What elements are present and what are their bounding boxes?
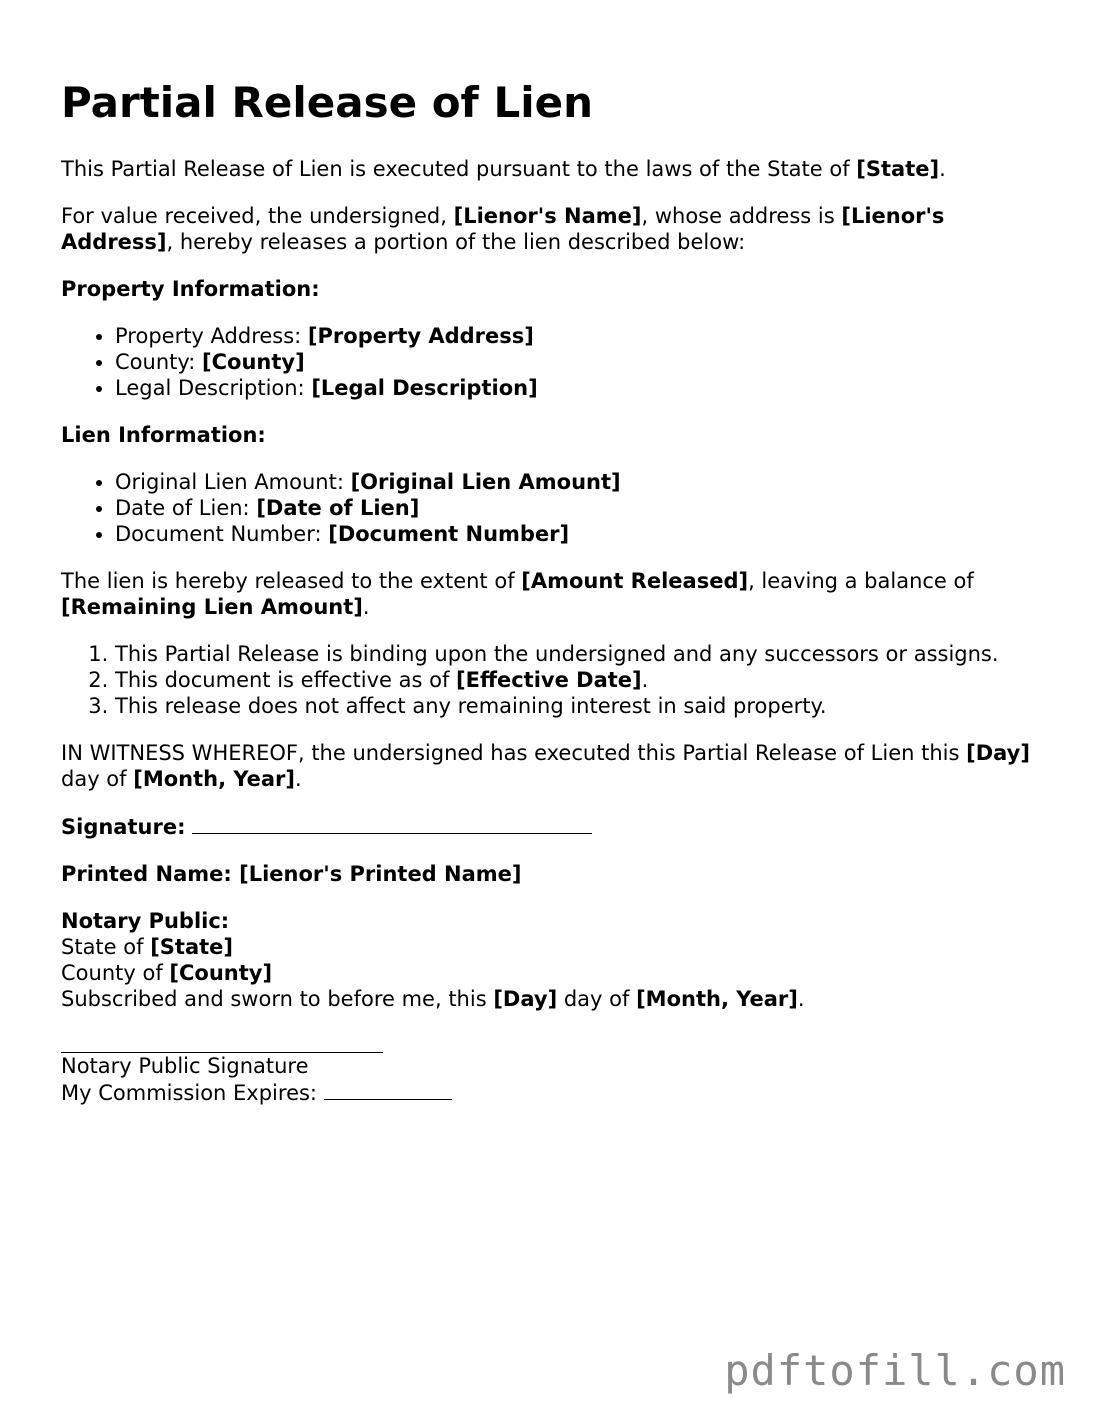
witness-month-year-placeholder: [Month, Year] [133,767,296,791]
list-item [115,323,1041,349]
witness-text-1: IN WITNESS WHEREOF, the undersigned has executed this Partial Release of Lien this [61,741,967,765]
sworn-day-placeholder: [Day] [493,987,558,1011]
legal-description-label: Legal Description: [115,376,312,400]
sworn-text-2: day of [557,987,637,1011]
witness-text-2: day of [61,767,134,791]
commission-label: My Commission Expires: [61,1081,324,1105]
sworn-text-1: Subscribed and sworn to before me, this [61,987,494,1011]
notary-county-placeholder: [County] [169,961,273,985]
terms-list [61,641,1041,719]
original-amount-placeholder: [Original Lien Amount] [350,470,621,494]
lienor-name-placeholder: [Lienor's Name] [453,204,642,228]
intro-text: This Partial Release of Lien is executed pursuant to the laws of the State of [61,157,857,181]
list-item [115,495,1041,521]
original-amount-label: Original Lien Amount: [115,470,351,494]
county-label: County: [115,350,203,374]
printed-name-line [61,861,1041,887]
sworn-month-year-placeholder: [Month, Year] [636,987,798,1011]
release-paragraph [61,568,1041,620]
lien-list [61,469,1041,547]
signature-line [61,813,1041,840]
list-item [115,667,1041,693]
list-item [115,521,1041,547]
property-address-placeholder: [Property Address] [307,324,534,348]
notary-state-line [61,934,1041,960]
county-placeholder: [County] [202,350,305,374]
release-text-2: , leaving a balance of [748,569,974,593]
value-text-1: For value received, the undersigned, [61,204,454,228]
list-item [115,469,1041,495]
value-text-3: , hereby releases a portion of the lien described below: [166,230,746,254]
list-item [115,349,1041,375]
watermark-text: pdftofill.com [724,1346,1066,1395]
list-item [115,693,1041,719]
term-2-text: This document is effective as of [115,668,457,692]
remaining-amount-placeholder: [Remaining Lien Amount] [61,595,363,619]
witness-day-placeholder: [Day] [966,741,1030,765]
effective-date-placeholder: [Effective Date] [456,668,642,692]
list-item [115,375,1041,401]
witness-paragraph [61,740,1041,792]
notary-signature-blank[interactable] [61,1032,383,1053]
printed-name-label: Printed Name: [61,862,240,886]
lien-heading [61,422,1041,448]
property-heading-text: Property Information: [61,277,320,301]
signature-blank[interactable] [192,813,592,834]
property-heading [61,276,1041,302]
list-item [115,641,1041,667]
term-1-text: This Partial Release is binding upon the undersigned and any successors or assigns. [115,642,999,666]
lien-date-label: Date of Lien: [115,496,257,520]
notary-signature-label: Notary Public Signature [61,1054,309,1078]
document-number-placeholder: [Document Number] [328,522,570,546]
notary-county-label: County of [61,961,170,985]
property-list [61,323,1041,401]
commission-blank[interactable] [324,1079,452,1100]
document-number-label: Document Number: [115,522,329,546]
property-address-label: Property Address: [115,324,308,348]
lien-heading-text: Lien Information: [61,423,266,447]
document-title: Partial Release of Lien [61,78,593,127]
term-3-text: This release does not affect any remaining interest in said property. [115,694,827,718]
document-page [61,78,1041,1106]
witness-period: . [295,767,302,791]
value-text-2: , whose address is [641,204,842,228]
notary-block [61,908,1041,1106]
signature-label: Signature: [61,815,186,839]
term-2-period: . [641,668,649,692]
notary-state-placeholder: [State] [150,935,233,959]
release-period: . [362,595,370,619]
commission-line [61,1079,1041,1106]
legal-description-placeholder: [Legal Description] [311,376,538,400]
intro-period: . [939,157,946,181]
notary-county-line [61,960,1041,986]
lienor-address-placeholder: [Lienor's Address] [61,204,945,254]
printed-name-placeholder: [Lienor's Printed Name] [239,862,522,886]
state-placeholder: [State] [856,157,940,181]
release-text-1: The lien is hereby released to the extent of [61,569,522,593]
value-paragraph [61,203,1041,255]
intro-paragraph [61,156,1041,182]
notary-sworn-line [61,986,1041,1012]
lien-date-placeholder: [Date of Lien] [256,496,420,520]
notary-state-label: State of [61,935,151,959]
amount-released-placeholder: [Amount Released] [521,569,749,593]
sworn-period: . [797,987,805,1011]
notary-heading: Notary Public: [61,909,230,933]
